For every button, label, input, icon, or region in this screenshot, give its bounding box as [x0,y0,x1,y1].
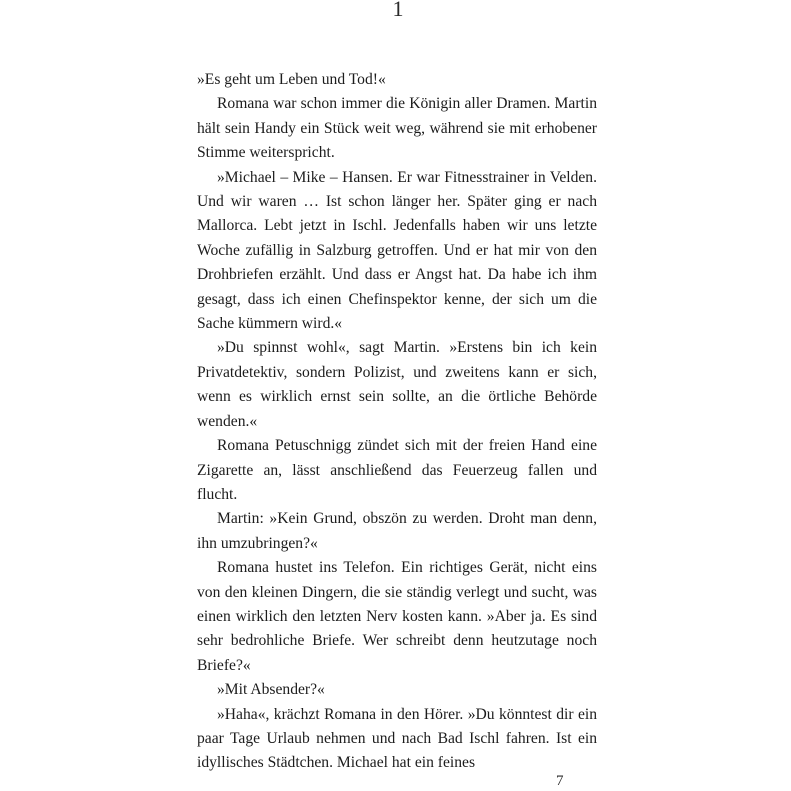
paragraph: Martin: »Kein Grund, obszön zu werden. Droht man denn, ihn umzubringen?« [197,510,597,552]
body-text [197,68,597,776]
paragraph: »Du spinnst wohl«, sagt Martin. »Erstens bin ich kein Privatdetektiv, sondern Polizist, und zweitens kann er sich, wenn es wirklich ernst sein sollte, an die örtliche Behörde wenden.« [197,339,597,430]
paragraph: Romana Petuschnigg zündet sich mit der freien Hand eine Zigarette an, lässt anschließend das Feuerzeug fallen und flucht. [197,437,597,503]
paragraph: Romana war schon immer die Königin aller Dramen. Martin hält sein Handy ein Stück weit weg, während sie mit erhobener Stimme weiterspricht. [197,95,597,162]
paragraph: »Es geht um Leben und Tod!« [197,71,386,88]
paragraph: »Mit Absender?« [217,681,325,699]
paragraph: »Michael – Mike – Hansen. Er war Fitnesstrainer in Velden. Und wir waren … Ist schon länger her. Später ging er nach Mallorca. Lebt jetzt in Ischl. Jedenfalls haben wir uns letzte Woche zufällig in Salzburg getroffen. Und er hat mir von den Drohbriefen erzählt. Und dass er Angst hat. Da habe ich ihm gesagt, dass ich einen Chefinspektor kenne, der sich um die Sache kümmern wird.« [197,168,597,333]
paragraph: Romana hustet ins Telefon. Ein richtiges Gerät, nicht eins von den kleinen Dingern, die sie ständig verlegt und sucht, was einen wirklich den letzten Nerv kosten kann. »Aber ja. Es sind sehr bedrohliche Briefe. Wer schreibt denn heutzutage noch Briefe?« [197,559,597,674]
page-number: 7 [556,773,564,789]
paragraph: »Haha«, krächzt Romana in den Hörer. »Du könntest dir ein paar Tage Urlaub nehmen und nach Bad Ischl fahren. Ist ein idyllisches Städtchen. Michael hat ein feines [197,705,597,772]
chapter-number: 1 [392,0,404,21]
